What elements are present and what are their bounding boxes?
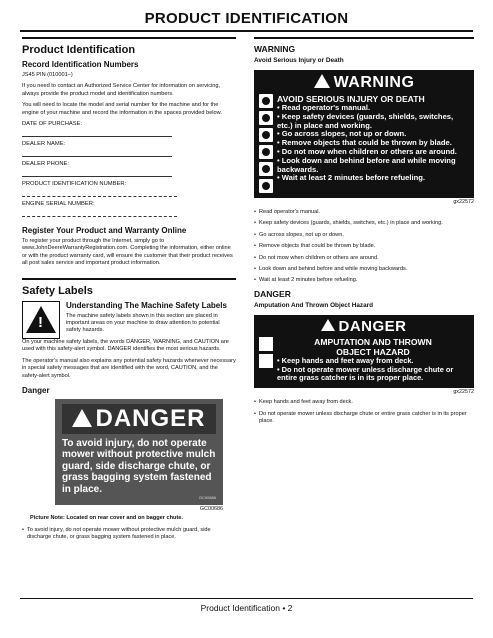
dealer-phone-blank[interactable] [22,176,172,177]
date-blank[interactable] [22,136,172,137]
list-item: • Remove objects that could be thrown by blade. [254,243,474,250]
gray-danger-code: GC00686 [198,495,216,501]
section-rule [22,37,236,39]
children-pictogram-icon [259,162,273,176]
warning-label [254,70,474,198]
pin-blank[interactable] [22,196,177,197]
warning-label-subtitle: AVOID SERIOUS INJURY OR DEATH [277,94,425,104]
register-heading: Register Your Product and Warranty Online [22,226,187,236]
page-footer: Product Identification • 2 [200,603,293,613]
safety-para-2: On your machine safety labels, the words DANGER, WARNING, and CAUTION are used with this safety-alert symbol. DANGER identifies the most serious hazards. [22,338,229,353]
warning-label-body [259,94,469,193]
manual-pictogram-icon [259,94,273,108]
safety-alert-symbol [22,301,60,339]
list-item: • Wait at least 2 minutes before refueling. [254,277,474,284]
danger-pictograms [259,337,273,383]
danger-label-body [259,337,469,383]
thrown-object-pictogram-icon [259,145,273,159]
danger-label-subtitle-2: OBJECT HAZARD [336,346,410,357]
alert-triangle-icon [72,409,92,427]
gray-danger-header [62,404,216,434]
warning-bullets [254,209,474,285]
pin-label: PRODUCT IDENTIFICATION NUMBER: [22,181,127,188]
warning-heading: WARNING [254,44,296,54]
warning-subheading: Avoid Serious Injury or Death [254,57,344,64]
guard-pictogram-icon [259,111,273,125]
pin-range: JS45 PIN (010001–) [22,72,73,78]
danger-label-header [259,318,469,335]
hand-blade-pictogram-icon [259,337,273,351]
warning-label-header [259,74,469,92]
dealer-name-label: DEALER NAME: [22,141,66,148]
list-item: • Remove objects that could be thrown by blade. [277,138,452,148]
danger-label [254,315,474,388]
list-item: • Read operator's manual. [254,209,474,216]
list-item: • Keep safety devices (guards, shields, switches, etc.) in place and working. [277,111,454,130]
danger-subheading: Danger [22,385,50,395]
engine-serial-label: ENGINE SERIAL NUMBER: [22,201,95,208]
gray-danger-sign [55,399,223,506]
gray-label-caption: GC00686 [199,506,223,513]
list-item: • Go across slopes, not up or down. [254,232,474,239]
warning-caption: gx22572 [453,199,474,205]
alert-triangle-icon [321,319,335,331]
section-rule [254,37,474,39]
list-item: • Read operator's manual. [277,103,371,112]
record-heading: Record Identification Numbers [22,60,139,69]
list-item: • Keep safety devices (guards, shields, switches, etc.) in place and working. [254,220,474,227]
date-label: DATE OF PURCHASE: [22,121,83,128]
list-item: • Look down and behind before and while moving backwards. [277,155,456,174]
locate-paragraph: You will need to locate the model and serial number for the machine and for the engine of your machine and record the information in the spaces provided below. [22,102,222,116]
section-rule [22,278,236,280]
list-item: • Keep hands and feet away from deck. [254,399,474,406]
warning-word: WARNING [333,74,415,91]
right-column [254,36,474,429]
refuel-pictogram-icon [259,179,273,193]
list-item: • Do not operate mower unless discharge chute or entire grass catcher is in its proper place. [254,411,474,426]
safety-labels-heading: Safety Labels [22,284,93,297]
list-item: • Wait at least 2 minutes before refueling. [277,173,425,183]
gray-danger-word: DANGER [95,404,206,432]
danger-bullets [254,399,474,425]
danger-subheading: Amputation And Thrown Object Hazard [254,301,374,309]
safety-alert-icon [26,306,56,333]
gray-danger-text: To avoid injury, do not operate mower without protective mulch guard, side discharge chute, or grass bagging system fastened in place. [62,437,216,495]
product-id-heading: Product Identification [22,44,136,56]
foot-blade-pictogram-icon [259,354,273,368]
danger-word: DANGER [338,317,407,335]
title-rule [20,30,473,32]
dealer-phone-label: DEALER PHONE: [22,161,70,168]
dealer-name-blank[interactable] [22,156,172,157]
list-item: • Look down and behind before and while moving backwards. [254,266,474,273]
safety-understanding-block [22,301,236,339]
list-item: • To avoid injury, do not operate mower without protective mulch guard, side discharge chute, or grass bagging system fastened in place. [22,527,236,542]
gray-danger-label [55,399,223,513]
left-column [22,36,236,546]
slope-pictogram-icon [259,128,273,142]
list-item: • Keep hands and feet away from deck. [277,355,414,365]
register-text: To register your product through the Internet, simply go to www.JohnDeereWarrantyRegistration.com. Completing the information, either online or with the product warranty card, will ensure the customer that their product receives all post sales service and important product information. [22,238,233,267]
engine-serial-blank[interactable] [22,216,177,217]
warning-pictograms [259,94,273,193]
list-item: • Go across slopes, not up or down. [277,129,407,139]
understanding-heading: Understanding The Machine Safety Labels [66,300,227,310]
safety-para-3: The operator's manual also explains any potential safety hazards whenever necessary in special safety messages that are identified with the word, CAUTION, and the safety-alert symbol. [22,357,236,379]
list-item: • Do not mow when children or others are around. [277,146,457,156]
list-item: • Do not mow when children or others are around. [254,255,474,262]
danger-label-list [277,357,469,383]
alert-triangle-icon [314,74,330,88]
picture-note: Picture Note: Located on rear cover and on bagger chute. [30,515,183,522]
footer-rule [20,598,473,599]
warning-label-list [277,104,469,183]
safety-para-1: The machine safety labels shown in this section are placed in important areas on your machine to draw attention to potential safety hazards. [66,312,220,334]
danger-label-subtitle-1: AMPUTATION AND THROWN [314,336,432,347]
list-item: • Do not operate mower unless discharge chute or entire grass catcher is in its proper place. [277,364,454,383]
danger-caption: gx22572 [453,389,474,396]
contact-paragraph: If you need to contact an Authorized Service Center for information on servicing, always provide the product model and identification numbers. [22,83,221,97]
danger-heading: DANGER [254,288,291,299]
danger-bullets [22,527,236,542]
page-title: PRODUCT IDENTIFICATION [144,10,349,27]
